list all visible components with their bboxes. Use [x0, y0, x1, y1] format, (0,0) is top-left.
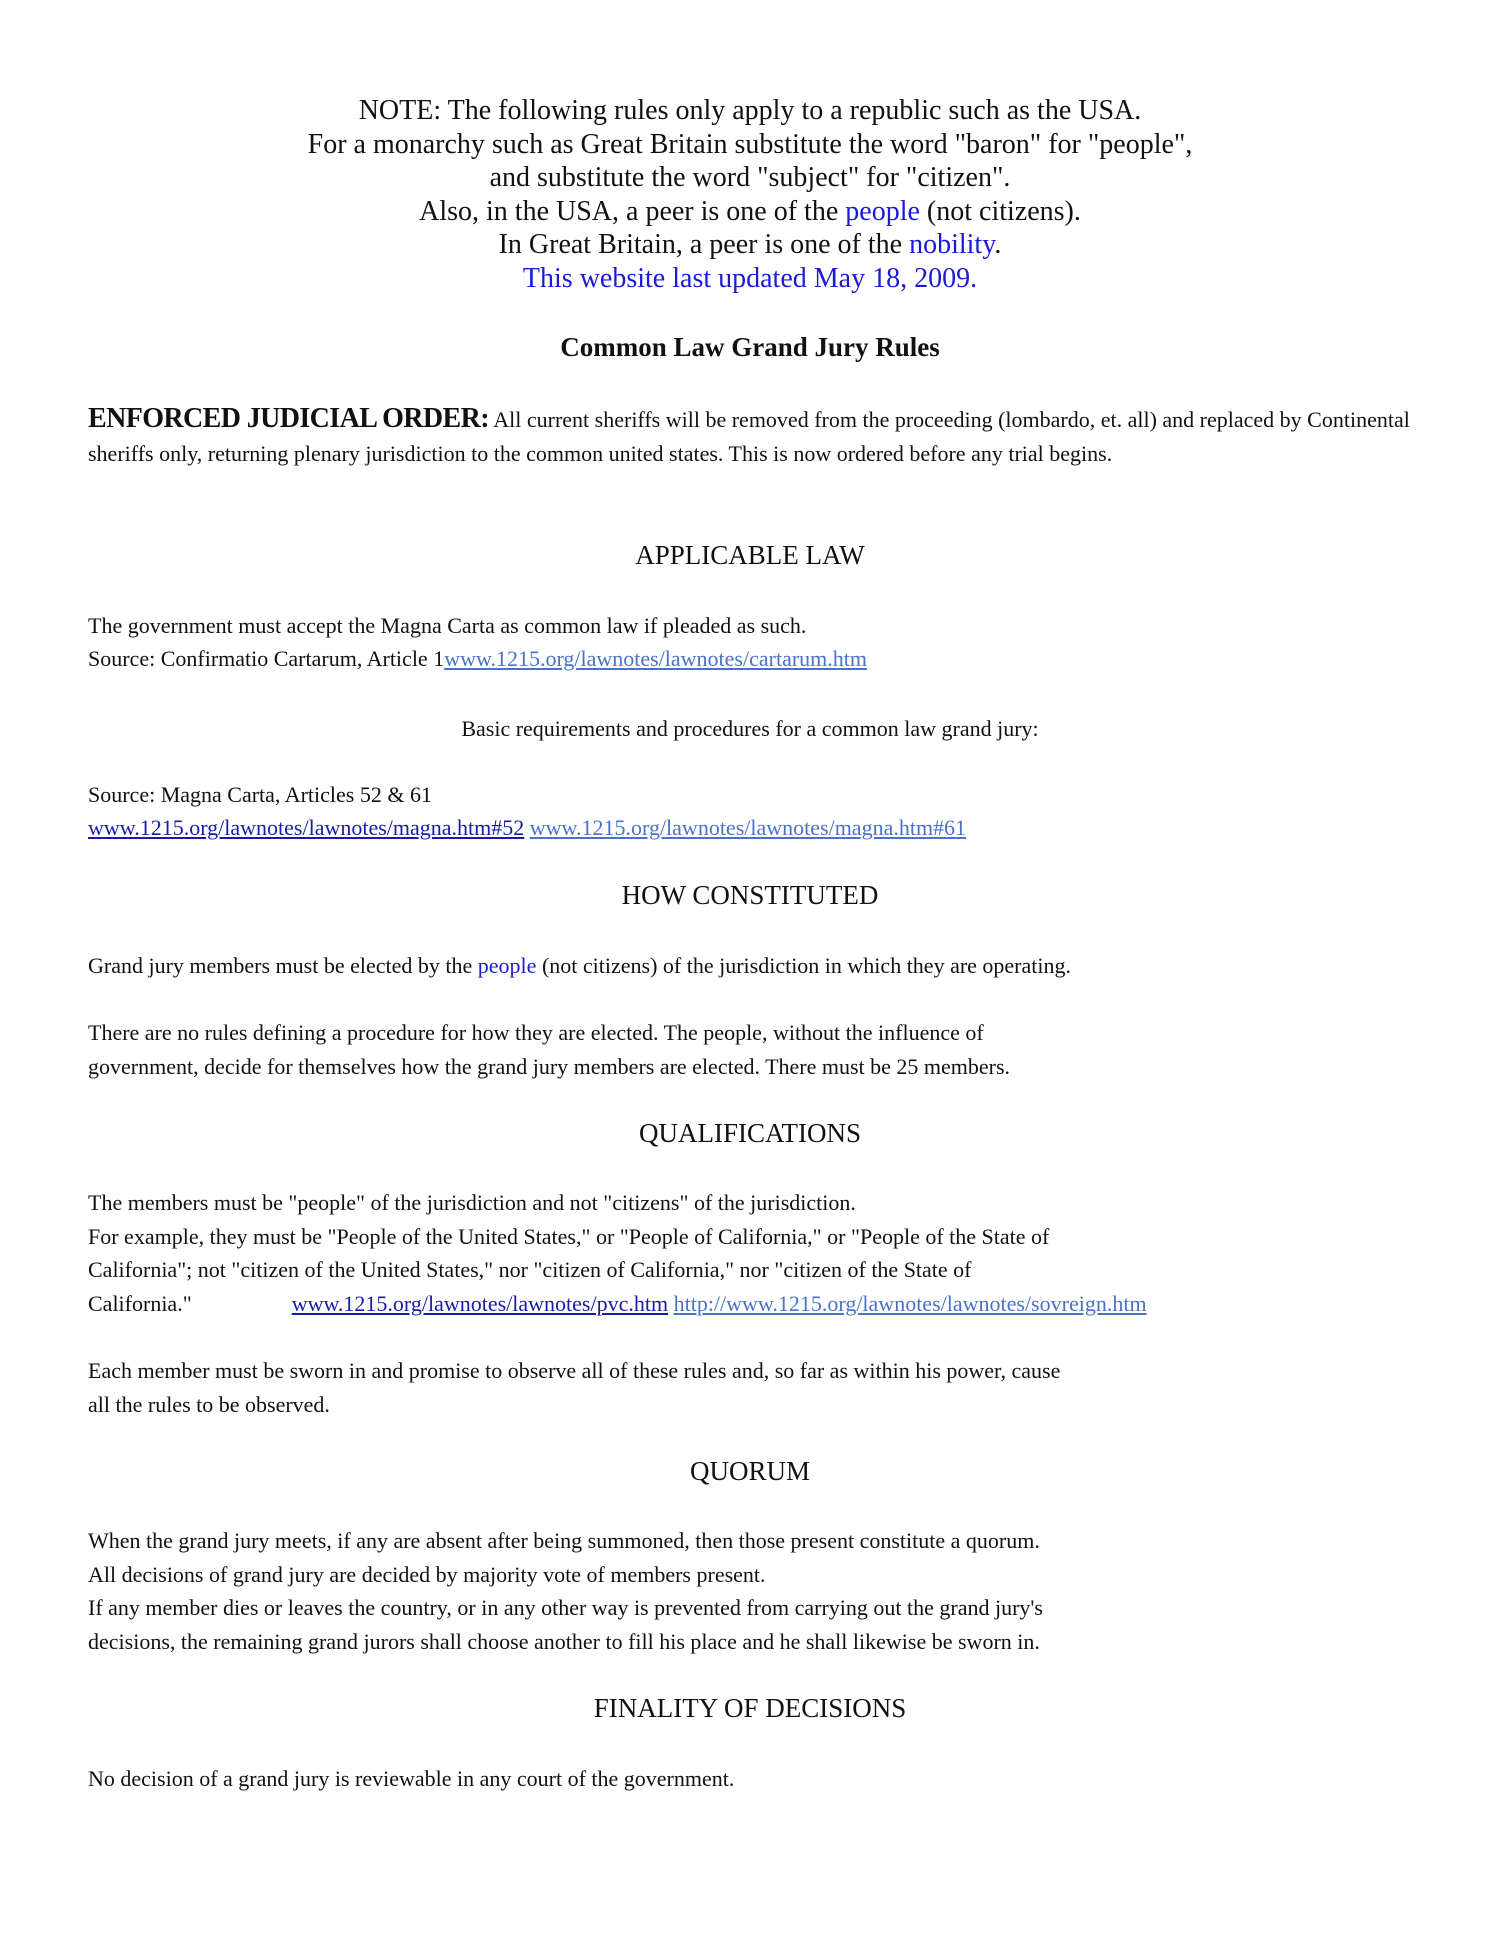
- note-line: For a monarchy such as Great Britain substitute the word "baron" for "people",: [307, 128, 1193, 160]
- cartarum-source: [88, 642, 867, 676]
- judicial-order: [88, 402, 1428, 471]
- applicable-law-text: The government must accept the Magna Carta as common law if pleaded as such.: [88, 613, 807, 638]
- note-line: and substitute the word "subject" for "citizen".: [489, 162, 1011, 193]
- finality-text: No decision of a grand jury is reviewable in any court of the government.: [88, 1766, 735, 1791]
- paragraph-line: government, decide for themselves how the grand jury members are elected. There must be 25 members.: [88, 1053, 1011, 1079]
- note-line: NOTE: The following rules only apply to a republic such as the USA.: [358, 95, 1142, 126]
- heading-qualifications: QUALIFICATIONS: [639, 1118, 861, 1148]
- text: California.": [88, 1290, 192, 1316]
- heading-how-constituted: HOW CONSTITUTED: [621, 880, 879, 910]
- heading-applicable-law: APPLICABLE LAW: [635, 540, 865, 570]
- note-line: [0, 228, 1500, 262]
- text: Grand jury members must be elected by the: [88, 953, 478, 978]
- paragraph-line: all the rules to be observed.: [88, 1391, 330, 1417]
- note-line: [0, 195, 1500, 229]
- order-text: All current sheriffs will be removed from the proceeding (lombardo, et. all) and replaced by Continental sheriffs only, returning plenary jurisdiction to the common united states. This is now ordered before any trial begins.: [88, 407, 1410, 466]
- paragraph-line: The members must be "people" of the jurisdiction and not "citizens" of the jurisdiction.: [88, 1190, 856, 1215]
- paragraph-line: [88, 1287, 1147, 1321]
- note-block: [0, 94, 1500, 295]
- magna-52-link[interactable]: www.1215.org/lawnotes/lawnotes/magna.htm#52: [88, 815, 525, 840]
- paragraph-line: If any member dies or leaves the country, or in any other way is prevented from carrying out the grand jury's: [88, 1595, 1043, 1620]
- people-link[interactable]: people: [845, 195, 920, 227]
- order-label: ENFORCED JUDICIAL ORDER:: [88, 403, 489, 434]
- paragraph-line: Each member must be sworn in and promise to observe all of these rules and, so far as within his power, cause: [88, 1358, 1061, 1383]
- note-text: In Great Britain, a peer is one of the: [498, 229, 910, 260]
- quorum-paragraph: [88, 1524, 1043, 1658]
- paragraph-line: All decisions of grand jury are decided by majority vote of members present.: [88, 1561, 766, 1587]
- paragraph-line: For example, they must be "People of the United States," or "People of California," or "People of the State of: [88, 1223, 1050, 1249]
- note-text: .: [994, 229, 1002, 260]
- note-text: Also, in the USA, a peer is one of the: [419, 195, 846, 227]
- note-text: (not citizens).: [919, 195, 1081, 227]
- magna-61-link[interactable]: www.1215.org/lawnotes/lawnotes/magna.htm#61: [529, 815, 967, 840]
- oath-paragraph: [88, 1354, 1060, 1421]
- election-paragraph: [88, 1016, 1010, 1083]
- paragraph-line: California"; not "citizen of the United States," nor "citizen of California," nor "citizen of the State of: [88, 1257, 972, 1282]
- last-updated-link[interactable]: This website last updated May 18, 2009.: [522, 262, 978, 294]
- heading-finality: FINALITY OF DECISIONS: [593, 1693, 907, 1723]
- paragraph-line: There are no rules defining a procedure for how they are elected. The people, without the influence of: [88, 1020, 984, 1045]
- heading-quorum: QUORUM: [689, 1456, 810, 1486]
- paragraph-line: decisions, the remaining grand jurors shall choose another to fill his place and he shall likewise be sworn in.: [88, 1628, 1040, 1654]
- magna-links: [88, 811, 966, 845]
- qualifications-paragraph: [88, 1186, 1147, 1320]
- people-link[interactable]: people: [477, 953, 537, 978]
- text: (not citizens) of the jurisdiction in which they are operating.: [536, 953, 1072, 978]
- page-title: Common Law Grand Jury Rules: [560, 332, 940, 362]
- pvc-link[interactable]: www.1215.org/lawnotes/lawnotes/pvc.htm: [291, 1290, 669, 1316]
- cartarum-link[interactable]: www.1215.org/lawnotes/lawnotes/cartarum.htm: [444, 646, 868, 671]
- how-constituted-text: [88, 949, 1071, 983]
- nobility-link[interactable]: nobility: [909, 229, 995, 260]
- source-label: Source: Confirmatio Cartarum, Article 1: [88, 646, 445, 671]
- paragraph-line: When the grand jury meets, if any are absent after being summoned, then those present constitute a quorum.: [88, 1528, 1040, 1553]
- magna-source: Source: Magna Carta, Articles 52 & 61: [88, 782, 432, 807]
- sovereign-link[interactable]: http://www.1215.org/lawnotes/lawnotes/sovreign.htm: [673, 1290, 1147, 1316]
- basic-requirements: Basic requirements and procedures for a common law grand jury:: [461, 716, 1039, 741]
